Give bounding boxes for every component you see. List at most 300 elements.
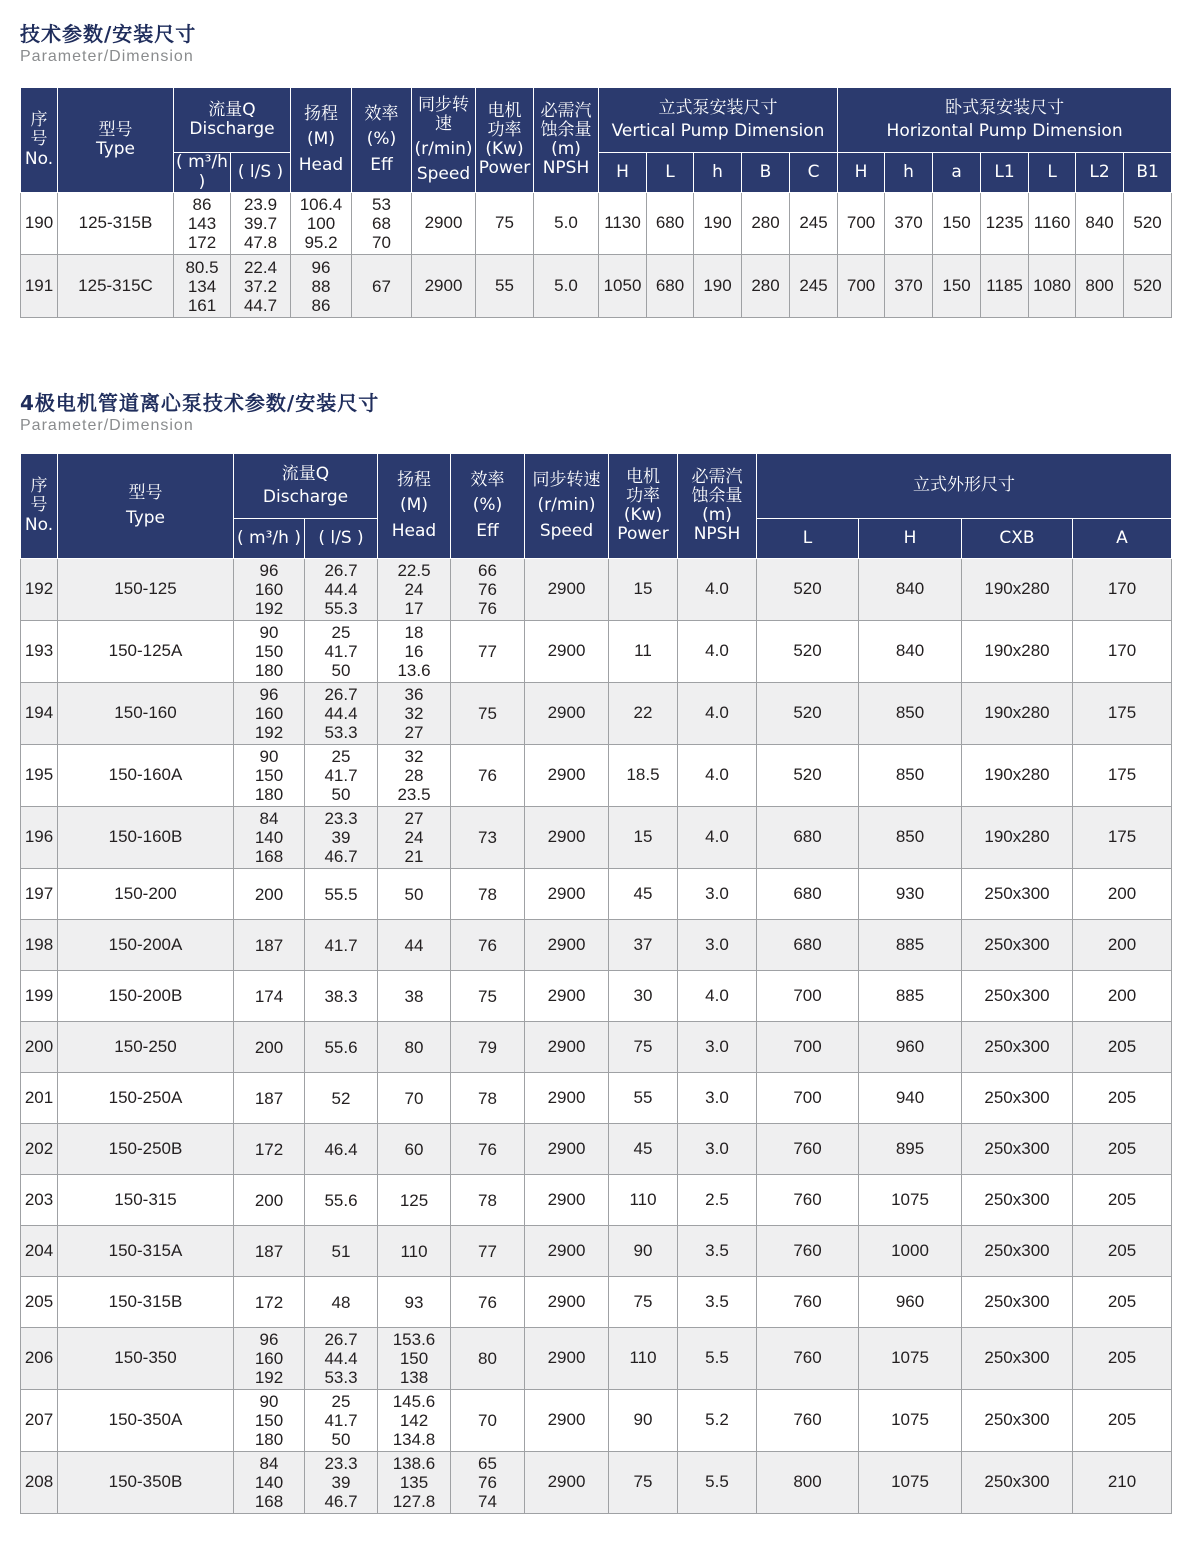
cell-eff <box>451 1175 525 1226</box>
cell-discharge-ls-value: 50 <box>331 785 351 804</box>
cell-dimension: 1160 <box>1029 193 1076 255</box>
cell-head-value: 36 <box>404 685 424 704</box>
cell-discharge-m3h-value: 84 <box>259 809 279 828</box>
col-header-dim: B <box>742 153 790 193</box>
cell-head-value: 18 <box>404 623 424 642</box>
cell-discharge-m3h-value: 96 <box>259 561 279 580</box>
cell-discharge-m3h-value: 200 <box>254 1037 284 1057</box>
cell-discharge-m3h <box>234 1277 305 1328</box>
cell-eff <box>451 1022 525 1073</box>
col-header-dim: L <box>647 153 694 193</box>
cell-eff <box>451 1226 525 1277</box>
col-header-dim: h <box>885 153 933 193</box>
cell-type: 150-160B <box>58 807 234 869</box>
cell-head <box>378 745 451 807</box>
cell-discharge-m3h-value: 90 <box>259 623 279 642</box>
cell-eff <box>451 559 525 621</box>
cell-head-value: 110 <box>400 1241 428 1261</box>
cell-speed: 2900 <box>525 683 609 745</box>
cell-power: 15 <box>609 559 678 621</box>
cell-discharge-ls-value: 26.7 <box>324 1330 358 1349</box>
cell-type: 150-125 <box>58 559 234 621</box>
cell-npsh: 5.5 <box>678 1328 757 1390</box>
cell-npsh: 4.0 <box>678 559 757 621</box>
cell-dimension: 190 <box>694 255 742 318</box>
cell-discharge-m3h <box>234 559 305 621</box>
cell-discharge-m3h-value: 192 <box>254 1368 284 1387</box>
cell-dimension: 205 <box>1073 1022 1172 1073</box>
cell-eff-value: 76 <box>478 580 497 599</box>
cell-eff-value: 78 <box>478 1190 497 1210</box>
cell-head <box>378 1022 451 1073</box>
cell-eff-value: 78 <box>478 884 497 904</box>
cell-discharge-m3h <box>234 920 305 971</box>
cell-discharge-m3h-value: 174 <box>254 986 284 1006</box>
cell-discharge-ls-value: 55.6 <box>324 1190 358 1210</box>
cell-discharge-m3h-value: 140 <box>254 1473 284 1492</box>
table-row <box>21 621 1172 683</box>
cell-type: 150-315A <box>58 1226 234 1277</box>
cell-discharge-m3h-value: 192 <box>254 599 284 618</box>
cell-speed: 2900 <box>525 621 609 683</box>
cell-npsh: 4.0 <box>678 971 757 1022</box>
col-header-discharge: 流量Q Discharge <box>174 88 291 153</box>
cell-discharge-m3h-value: 86 <box>192 195 212 214</box>
cell-discharge-m3h-value: 180 <box>254 661 284 680</box>
col-header-dim: L2 <box>1076 153 1124 193</box>
cell-discharge-m3h <box>234 971 305 1022</box>
cell-discharge-ls <box>305 745 378 807</box>
table-row <box>21 1022 1172 1073</box>
cell-head <box>291 193 352 255</box>
cell-head-value: 134.8 <box>392 1430 436 1449</box>
cell-eff-value: 66 <box>478 561 497 580</box>
cell-discharge-ls-value: 39 <box>331 828 351 847</box>
cell-discharge-m3h-value: 160 <box>254 704 284 723</box>
cell-discharge-ls <box>305 971 378 1022</box>
cell-dimension: 250x300 <box>962 1022 1073 1073</box>
col-header-dim: H <box>599 153 647 193</box>
cell-power: 15 <box>609 807 678 869</box>
col-header-dim: A <box>1073 519 1172 559</box>
table-row <box>21 255 1172 318</box>
cell-eff-value: 80 <box>478 1349 497 1368</box>
cell-no: 205 <box>21 1277 58 1328</box>
col-header-head: 扬程 (M) Head <box>291 88 352 193</box>
cell-discharge-ls-value: 39 <box>331 1473 351 1492</box>
cell-discharge-ls-value: 41.7 <box>324 1411 358 1430</box>
cell-no: 206 <box>21 1328 58 1390</box>
cell-dimension: 250x300 <box>962 1226 1073 1277</box>
cell-no: 197 <box>21 869 58 920</box>
cell-dimension: 850 <box>859 807 962 869</box>
cell-head-value: 22.5 <box>397 561 431 580</box>
cell-power: 30 <box>609 971 678 1022</box>
cell-dimension: 840 <box>859 559 962 621</box>
cell-dimension: 760 <box>757 1175 859 1226</box>
cell-eff-value: 68 <box>372 214 391 233</box>
cell-eff-value: 70 <box>478 1411 497 1430</box>
cell-no: 192 <box>21 559 58 621</box>
cell-discharge-m3h <box>234 807 305 869</box>
col-header-dim: L <box>757 519 859 559</box>
cell-npsh: 3.0 <box>678 1022 757 1073</box>
cell-discharge-ls-value: 41.7 <box>324 935 358 955</box>
cell-discharge-ls <box>305 807 378 869</box>
cell-dimension: 250x300 <box>962 1175 1073 1226</box>
cell-head-value: 70 <box>404 1088 424 1108</box>
cell-head-value: 100 <box>306 214 336 233</box>
cell-dimension: 700 <box>838 255 885 318</box>
cell-no: 208 <box>21 1452 58 1514</box>
cell-discharge-m3h-value: 168 <box>254 1492 284 1511</box>
cell-discharge-m3h-value: 180 <box>254 1430 284 1449</box>
pump-table-2 <box>20 453 1172 1514</box>
cell-eff <box>451 971 525 1022</box>
cell-head <box>378 559 451 621</box>
col-header-power: 电机 功率 (Kw) Power <box>609 454 678 559</box>
cell-head <box>378 920 451 971</box>
cell-discharge-m3h-value: 187 <box>254 935 284 955</box>
cell-discharge-ls <box>305 559 378 621</box>
cell-head-value: 38 <box>404 986 424 1006</box>
cell-speed: 2900 <box>525 1390 609 1452</box>
cell-discharge-ls <box>305 920 378 971</box>
cell-eff-value: 53 <box>372 195 391 214</box>
table-row <box>21 1390 1172 1452</box>
cell-dimension: 800 <box>1076 255 1124 318</box>
table-row <box>21 193 1172 255</box>
cell-dimension: 520 <box>757 559 859 621</box>
cell-dimension: 960 <box>859 1022 962 1073</box>
cell-head <box>378 1226 451 1277</box>
col-header-ls: ( l/S ) <box>305 519 378 559</box>
cell-discharge-ls-value: 41.7 <box>324 766 358 785</box>
cell-discharge-m3h-value: 180 <box>254 785 284 804</box>
cell-power: 18.5 <box>609 745 678 807</box>
cell-head-value: 23.5 <box>397 785 431 804</box>
cell-dimension: 1050 <box>599 255 647 318</box>
cell-discharge-m3h-value: 161 <box>187 295 217 315</box>
cell-dimension: 700 <box>757 971 859 1022</box>
cell-dimension: 800 <box>757 1452 859 1514</box>
col-header-horizontal-dimension: 卧式泵安装尺寸 Horizontal Pump Dimension <box>838 88 1172 153</box>
cell-head-value: 142 <box>399 1411 429 1430</box>
cell-discharge-ls <box>305 1277 378 1328</box>
cell-dimension: 700 <box>838 193 885 255</box>
cell-dimension: 200 <box>1073 869 1172 920</box>
cell-power: 110 <box>609 1175 678 1226</box>
col-header-dim: L <box>1029 153 1076 193</box>
cell-dimension: 250x300 <box>962 1124 1073 1175</box>
section1-title: 技术参数/安装尺寸 <box>20 22 197 46</box>
cell-head-value: 145.6 <box>392 1392 436 1411</box>
cell-no: 204 <box>21 1226 58 1277</box>
cell-discharge-ls-value: 53.3 <box>324 723 358 742</box>
cell-discharge-ls-value: 53.3 <box>324 1368 358 1387</box>
cell-head <box>378 1175 451 1226</box>
cell-npsh: 5.0 <box>534 193 599 255</box>
cell-npsh: 5.0 <box>534 255 599 318</box>
cell-npsh: 2.5 <box>678 1175 757 1226</box>
col-header-vertical-dimension: 立式泵安装尺寸 Vertical Pump Dimension <box>599 88 838 153</box>
cell-dimension: 850 <box>859 683 962 745</box>
col-header-dim: B1 <box>1124 153 1172 193</box>
cell-speed: 2900 <box>525 1124 609 1175</box>
cell-power: 22 <box>609 683 678 745</box>
cell-speed: 2900 <box>525 1277 609 1328</box>
cell-dimension: 150 <box>933 255 981 318</box>
cell-dimension: 680 <box>647 255 694 318</box>
cell-no: 203 <box>21 1175 58 1226</box>
cell-npsh: 3.0 <box>678 1124 757 1175</box>
cell-dimension: 760 <box>757 1277 859 1328</box>
cell-speed: 2900 <box>412 193 476 255</box>
cell-dimension: 245 <box>790 255 838 318</box>
cell-head-value: 50 <box>404 884 424 904</box>
cell-discharge-ls <box>231 193 291 255</box>
cell-eff-value: 76 <box>478 599 497 618</box>
cell-head-value: 125 <box>399 1190 429 1210</box>
cell-dimension: 1075 <box>859 1328 962 1390</box>
cell-discharge-ls-value: 37.2 <box>243 276 278 296</box>
cell-dimension: 170 <box>1073 559 1172 621</box>
cell-dimension: 760 <box>757 1226 859 1277</box>
cell-power: 55 <box>609 1073 678 1124</box>
cell-no: 196 <box>21 807 58 869</box>
cell-discharge-ls-value: 26.7 <box>324 685 358 704</box>
table-row <box>21 807 1172 869</box>
cell-head-value: 21 <box>404 847 424 866</box>
col-header-ls: ( l/S ) <box>231 153 291 193</box>
cell-head <box>378 971 451 1022</box>
cell-discharge-m3h-value: 168 <box>254 847 284 866</box>
cell-discharge-ls-value: 25 <box>331 1392 351 1411</box>
cell-head-value: 16 <box>404 642 424 661</box>
table-row <box>21 869 1172 920</box>
col-header-eff: 效率 (%) Eff <box>451 454 525 559</box>
cell-dimension: 190x280 <box>962 683 1073 745</box>
cell-no: 193 <box>21 621 58 683</box>
cell-npsh: 3.5 <box>678 1226 757 1277</box>
cell-speed: 2900 <box>525 1073 609 1124</box>
cell-head-value: 150 <box>399 1349 429 1368</box>
cell-no: 202 <box>21 1124 58 1175</box>
cell-dimension: 680 <box>757 920 859 971</box>
cell-dimension: 850 <box>859 745 962 807</box>
cell-dimension: 175 <box>1073 745 1172 807</box>
cell-discharge-m3h-value: 90 <box>259 747 279 766</box>
cell-power: 75 <box>609 1022 678 1073</box>
cell-dimension: 370 <box>885 193 933 255</box>
cell-dimension: 190x280 <box>962 559 1073 621</box>
col-header-speed: 同步转速 (r/min) Speed <box>525 454 609 559</box>
cell-power: 75 <box>609 1452 678 1514</box>
cell-eff <box>451 1390 525 1452</box>
col-header-no: 序 号 No. <box>21 454 58 559</box>
cell-no: 201 <box>21 1073 58 1124</box>
cell-discharge-m3h-value: 172 <box>187 233 217 252</box>
section2-title: 4极电机管道离心泵技术参数/安装尺寸 <box>20 391 380 415</box>
table-row <box>21 683 1172 745</box>
cell-discharge-ls <box>305 1073 378 1124</box>
cell-head-value: 86 <box>311 295 331 315</box>
cell-dimension: 520 <box>1124 255 1172 318</box>
cell-head-value: 153.6 <box>392 1330 436 1349</box>
cell-type: 150-125A <box>58 621 234 683</box>
cell-discharge-ls <box>305 869 378 920</box>
cell-speed: 2900 <box>525 745 609 807</box>
cell-dimension: 1075 <box>859 1390 962 1452</box>
cell-discharge-m3h <box>234 1452 305 1514</box>
cell-eff <box>451 869 525 920</box>
cell-eff-value: 76 <box>478 1139 497 1159</box>
col-header-npsh: 必需汽 蚀余量 (m) NPSH <box>678 454 757 559</box>
cell-power: 45 <box>609 869 678 920</box>
cell-dimension: 190 <box>694 193 742 255</box>
cell-npsh: 5.5 <box>678 1452 757 1514</box>
cell-type: 150-160A <box>58 745 234 807</box>
cell-head <box>378 1328 451 1390</box>
cell-head <box>378 1277 451 1328</box>
cell-head-value: 13.6 <box>397 661 431 680</box>
cell-head-value: 60 <box>404 1139 424 1159</box>
cell-dimension: 930 <box>859 869 962 920</box>
col-header-head: 扬程 (M) Head <box>378 454 451 559</box>
cell-discharge-ls <box>305 1175 378 1226</box>
cell-dimension: 170 <box>1073 621 1172 683</box>
table-row <box>21 1452 1172 1514</box>
col-header-dim: h <box>694 153 742 193</box>
cell-type: 150-250 <box>58 1022 234 1073</box>
cell-discharge-ls-value: 44.4 <box>324 704 358 723</box>
cell-npsh: 3.0 <box>678 1073 757 1124</box>
cell-dimension: 280 <box>742 255 790 318</box>
col-header-dim: a <box>933 153 981 193</box>
cell-dimension: 1075 <box>859 1452 962 1514</box>
cell-discharge-ls-value: 41.7 <box>324 642 358 661</box>
cell-discharge-ls-value: 46.7 <box>324 847 358 866</box>
cell-no: 198 <box>21 920 58 971</box>
col-header-speed: 同步转速 (r/min) Speed <box>412 88 476 193</box>
cell-dimension: 680 <box>757 807 859 869</box>
table-row <box>21 1073 1172 1124</box>
cell-dimension: 250x300 <box>962 920 1073 971</box>
cell-dimension: 150 <box>933 193 981 255</box>
cell-eff-value: 77 <box>478 642 497 661</box>
cell-npsh: 4.0 <box>678 807 757 869</box>
cell-discharge-ls <box>231 255 291 318</box>
cell-discharge-m3h <box>234 1124 305 1175</box>
cell-head <box>378 1452 451 1514</box>
cell-no: 195 <box>21 745 58 807</box>
cell-type: 150-315 <box>58 1175 234 1226</box>
col-header-dim: H <box>859 519 962 559</box>
cell-dimension: 760 <box>757 1390 859 1452</box>
cell-discharge-m3h <box>234 1390 305 1452</box>
cell-eff <box>451 745 525 807</box>
cell-head <box>378 807 451 869</box>
cell-discharge-ls <box>305 1226 378 1277</box>
cell-dimension: 1075 <box>859 1175 962 1226</box>
cell-discharge-m3h-value: 150 <box>254 1411 284 1430</box>
cell-eff-value: 76 <box>478 1473 497 1492</box>
cell-discharge-ls-value: 52 <box>331 1088 351 1108</box>
cell-discharge-m3h-value: 134 <box>187 276 217 296</box>
table-row <box>21 1226 1172 1277</box>
cell-speed: 2900 <box>525 1452 609 1514</box>
cell-eff-value: 78 <box>478 1088 497 1108</box>
cell-eff <box>451 1452 525 1514</box>
col-header-outline-dimension: 立式外形尺寸 <box>757 454 1172 519</box>
cell-discharge-m3h-value: 140 <box>254 828 284 847</box>
cell-speed: 2900 <box>412 255 476 318</box>
cell-discharge-ls-value: 44.4 <box>324 1349 358 1368</box>
cell-dimension: 895 <box>859 1124 962 1175</box>
cell-dimension: 190x280 <box>962 745 1073 807</box>
cell-type: 150-350B <box>58 1452 234 1514</box>
col-header-dim: CXB <box>962 519 1073 559</box>
col-header-npsh: 必需汽 蚀余量 (m) NPSH <box>534 88 599 193</box>
col-header-m3h: ( m³/h ) <box>234 519 305 559</box>
cell-discharge-ls-value: 38.3 <box>324 986 358 1006</box>
cell-speed: 2900 <box>525 1022 609 1073</box>
col-header-power: 电机 功率 (Kw) Power <box>476 88 534 193</box>
cell-type: 150-250B <box>58 1124 234 1175</box>
cell-head <box>378 1124 451 1175</box>
cell-discharge-m3h-value: 143 <box>187 214 217 233</box>
cell-speed: 2900 <box>525 869 609 920</box>
cell-type: 150-160 <box>58 683 234 745</box>
cell-dimension: 520 <box>757 683 859 745</box>
cell-dimension: 680 <box>647 193 694 255</box>
cell-head-value: 24 <box>404 828 424 847</box>
cell-type: 125-315C <box>58 255 174 318</box>
cell-discharge-m3h-value: 150 <box>254 766 284 785</box>
cell-eff-value: 76 <box>478 935 497 955</box>
cell-type: 150-200 <box>58 869 234 920</box>
cell-head-value: 93 <box>404 1292 424 1312</box>
cell-dimension: 250x300 <box>962 869 1073 920</box>
cell-no: 207 <box>21 1390 58 1452</box>
cell-head-value: 95.2 <box>304 233 338 252</box>
cell-discharge-ls-value: 55.5 <box>324 884 358 904</box>
cell-head-value: 27 <box>404 723 424 742</box>
cell-eff-value: 70 <box>372 233 391 252</box>
cell-power: 11 <box>609 621 678 683</box>
cell-head <box>378 621 451 683</box>
cell-no: 194 <box>21 683 58 745</box>
cell-discharge-m3h <box>234 683 305 745</box>
cell-dimension: 250x300 <box>962 1277 1073 1328</box>
cell-eff <box>451 621 525 683</box>
cell-dimension: 680 <box>757 869 859 920</box>
cell-dimension: 200 <box>1073 971 1172 1022</box>
cell-discharge-m3h-value: 200 <box>254 884 284 904</box>
cell-npsh: 4.0 <box>678 621 757 683</box>
cell-discharge-m3h-value: 160 <box>254 1349 284 1368</box>
cell-dimension: 840 <box>1076 193 1124 255</box>
cell-head <box>378 1073 451 1124</box>
cell-eff-value: 76 <box>478 766 497 785</box>
cell-dimension: 205 <box>1073 1124 1172 1175</box>
cell-discharge-ls-value: 48 <box>331 1292 351 1312</box>
cell-type: 150-315B <box>58 1277 234 1328</box>
cell-discharge-m3h-value: 187 <box>254 1241 284 1261</box>
cell-eff-value: 65 <box>478 1454 497 1473</box>
cell-discharge-m3h-value: 96 <box>259 685 279 704</box>
cell-head <box>378 869 451 920</box>
